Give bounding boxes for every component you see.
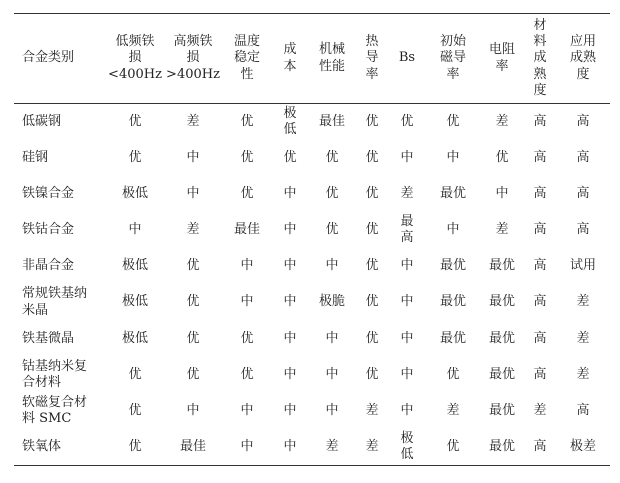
rating-cell: 最优 bbox=[488, 330, 515, 346]
table-body bbox=[14, 104, 610, 466]
rating-cell: 中 bbox=[186, 402, 200, 418]
rating-cell: 极 低 bbox=[283, 105, 297, 137]
rating-cell: 最 高 bbox=[400, 213, 414, 246]
rating-cell: 差 bbox=[365, 438, 379, 454]
rating-cell: 极低 bbox=[121, 330, 148, 346]
rating-cell: 中 bbox=[283, 366, 297, 382]
rating-cell: 中 bbox=[128, 222, 142, 238]
rating-cell: 中 bbox=[240, 258, 254, 274]
rating-cell: 最优 bbox=[488, 402, 515, 418]
column-header-5: 机械 性能 bbox=[318, 42, 345, 74]
rating-cell: 极低 bbox=[121, 294, 148, 310]
rating-cell: 优 bbox=[186, 366, 200, 382]
rating-cell: 差 bbox=[446, 402, 460, 418]
column-header-1: 低频铁 损 <400Hz bbox=[108, 34, 162, 82]
alloy-name-cell: 铁氧体 bbox=[22, 438, 62, 454]
rating-cell: 试用 bbox=[569, 258, 596, 274]
rating-cell: 中 bbox=[325, 330, 339, 346]
rating-cell: 中 bbox=[283, 258, 297, 274]
rating-cell: 中 bbox=[283, 222, 297, 238]
column-header-9: 电阻 率 bbox=[488, 42, 515, 74]
rating-cell: 优 bbox=[186, 330, 200, 346]
alloy-name-cell: 铁基微晶 bbox=[22, 330, 75, 346]
column-header-0: 合金类别 bbox=[22, 50, 75, 66]
rating-cell: 差 bbox=[576, 294, 590, 310]
table-row bbox=[14, 176, 610, 212]
rating-cell: 最优 bbox=[439, 185, 466, 201]
rating-cell: 中 bbox=[240, 438, 254, 454]
rating-cell: 中 bbox=[283, 438, 297, 454]
rating-cell: 中 bbox=[446, 222, 460, 238]
rating-cell: 差 bbox=[365, 402, 379, 418]
rating-cell: 中 bbox=[400, 330, 414, 346]
rating-cell: 高 bbox=[533, 438, 547, 454]
rating-cell: 优 bbox=[240, 366, 254, 382]
rating-cell: 优 bbox=[325, 185, 339, 201]
rating-cell: 最优 bbox=[439, 330, 466, 346]
table-row bbox=[14, 104, 610, 140]
table-row bbox=[14, 284, 610, 320]
rating-cell: 中 bbox=[400, 366, 414, 382]
rating-cell: 高 bbox=[576, 185, 590, 201]
rating-cell: 中 bbox=[495, 185, 509, 201]
table-row bbox=[14, 248, 610, 284]
rating-cell: 优 bbox=[365, 113, 379, 129]
alloy-name-cell: 非晶合金 bbox=[22, 258, 75, 274]
rating-cell: 优 bbox=[365, 330, 379, 346]
rating-cell: 优 bbox=[128, 402, 142, 418]
rating-cell: 最优 bbox=[439, 294, 466, 310]
rating-cell: 最优 bbox=[439, 258, 466, 274]
rating-cell: 中 bbox=[240, 402, 254, 418]
rating-cell: 优 bbox=[283, 149, 297, 165]
rating-cell: 高 bbox=[533, 366, 547, 382]
rating-cell: 中 bbox=[283, 402, 297, 418]
alloy-name-cell: 铁镍合金 bbox=[22, 185, 75, 201]
rating-cell: 中 bbox=[400, 294, 414, 310]
rating-cell: 最优 bbox=[488, 294, 515, 310]
rating-cell: 优 bbox=[446, 113, 460, 129]
rating-cell: 差 bbox=[576, 330, 590, 346]
rating-cell: 高 bbox=[533, 185, 547, 201]
column-header-7: Bs bbox=[398, 50, 416, 66]
rating-cell: 中 bbox=[325, 402, 339, 418]
rating-cell: 优 bbox=[128, 438, 142, 454]
rating-cell: 最佳 bbox=[318, 113, 345, 129]
rating-cell: 优 bbox=[240, 113, 254, 129]
rating-cell: 中 bbox=[325, 366, 339, 382]
rating-cell: 高 bbox=[533, 222, 547, 238]
column-header-8: 初始 磁导 率 bbox=[439, 34, 466, 82]
rating-cell: 优 bbox=[325, 222, 339, 238]
rating-cell: 中 bbox=[283, 330, 297, 346]
alloy-comparison-table bbox=[14, 13, 610, 466]
rating-cell: 高 bbox=[533, 149, 547, 165]
rating-cell: 中 bbox=[186, 149, 200, 165]
rating-cell: 中 bbox=[400, 402, 414, 418]
rating-cell: 优 bbox=[365, 222, 379, 238]
alloy-name-cell: 常规铁基纳 米晶 bbox=[22, 286, 88, 318]
rating-cell: 优 bbox=[186, 258, 200, 274]
rating-cell: 优 bbox=[365, 149, 379, 165]
rating-cell: 优 bbox=[400, 113, 414, 129]
rating-cell: 优 bbox=[186, 294, 200, 310]
table-row bbox=[14, 140, 610, 176]
table-row bbox=[14, 429, 610, 465]
rating-cell: 优 bbox=[365, 294, 379, 310]
rating-cell: 高 bbox=[533, 113, 547, 129]
rating-cell: 中 bbox=[400, 149, 414, 165]
rating-cell: 差 bbox=[495, 113, 509, 129]
rating-cell: 中 bbox=[446, 149, 460, 165]
rating-cell: 极脆 bbox=[318, 294, 345, 310]
rating-cell: 优 bbox=[446, 366, 460, 382]
table-row bbox=[14, 357, 610, 393]
rating-cell: 中 bbox=[240, 294, 254, 310]
column-header-3: 温度 稳定 性 bbox=[233, 34, 260, 82]
alloy-name-cell: 钴基纳米复 合材料 bbox=[22, 358, 88, 390]
rating-cell: 高 bbox=[533, 330, 547, 346]
rating-cell: 极差 bbox=[569, 438, 596, 454]
rating-cell: 优 bbox=[365, 366, 379, 382]
table-header bbox=[14, 14, 610, 104]
column-header-6: 热 导 率 bbox=[365, 34, 379, 82]
rating-cell: 优 bbox=[446, 438, 460, 454]
rating-cell: 优 bbox=[365, 258, 379, 274]
alloy-name-cell: 硅钢 bbox=[22, 149, 49, 165]
rating-cell: 最佳 bbox=[233, 222, 260, 238]
table-row bbox=[14, 321, 610, 357]
rating-cell: 最优 bbox=[488, 438, 515, 454]
rating-cell: 优 bbox=[240, 330, 254, 346]
rating-cell: 优 bbox=[240, 185, 254, 201]
rating-cell: 优 bbox=[495, 149, 509, 165]
rating-cell: 优 bbox=[128, 113, 142, 129]
rating-cell: 差 bbox=[400, 185, 414, 201]
alloy-comparison-table-container bbox=[14, 13, 610, 466]
rating-cell: 中 bbox=[283, 294, 297, 310]
rating-cell: 优 bbox=[325, 149, 339, 165]
header-row bbox=[14, 14, 610, 104]
rating-cell: 高 bbox=[576, 402, 590, 418]
alloy-name-cell: 低碳钢 bbox=[22, 113, 62, 129]
rating-cell: 优 bbox=[128, 366, 142, 382]
rating-cell: 最优 bbox=[488, 366, 515, 382]
rating-cell: 优 bbox=[240, 149, 254, 165]
rating-cell: 差 bbox=[495, 222, 509, 238]
rating-cell: 极低 bbox=[121, 258, 148, 274]
column-header-4: 成 本 bbox=[283, 42, 297, 74]
rating-cell: 最佳 bbox=[179, 438, 206, 454]
rating-cell: 中 bbox=[283, 185, 297, 201]
alloy-name-cell: 软磁复合材 料 SMC bbox=[22, 394, 88, 427]
rating-cell: 高 bbox=[533, 258, 547, 274]
rating-cell: 极 低 bbox=[400, 430, 414, 463]
rating-cell: 差 bbox=[186, 113, 200, 129]
rating-cell: 差 bbox=[533, 402, 547, 418]
rating-cell: 差 bbox=[325, 438, 339, 454]
column-header-10: 材 料 成 熟 度 bbox=[533, 17, 547, 98]
table-row bbox=[14, 393, 610, 429]
rating-cell: 最优 bbox=[488, 258, 515, 274]
rating-cell: 差 bbox=[186, 222, 200, 238]
rating-cell: 优 bbox=[365, 185, 379, 201]
alloy-name-cell: 铁钴合金 bbox=[22, 222, 75, 238]
table-row bbox=[14, 212, 610, 248]
column-header-2: 高频铁 损 >400Hz bbox=[166, 34, 220, 82]
rating-cell: 中 bbox=[186, 185, 200, 201]
rating-cell: 高 bbox=[576, 222, 590, 238]
rating-cell: 差 bbox=[576, 366, 590, 382]
rating-cell: 优 bbox=[128, 149, 142, 165]
rating-cell: 高 bbox=[576, 149, 590, 165]
rating-cell: 中 bbox=[400, 258, 414, 274]
rating-cell: 高 bbox=[576, 113, 590, 129]
rating-cell: 中 bbox=[325, 258, 339, 274]
rating-cell: 极低 bbox=[121, 185, 148, 201]
rating-cell: 高 bbox=[533, 294, 547, 310]
column-header-11: 应用 成熟 度 bbox=[569, 34, 596, 82]
